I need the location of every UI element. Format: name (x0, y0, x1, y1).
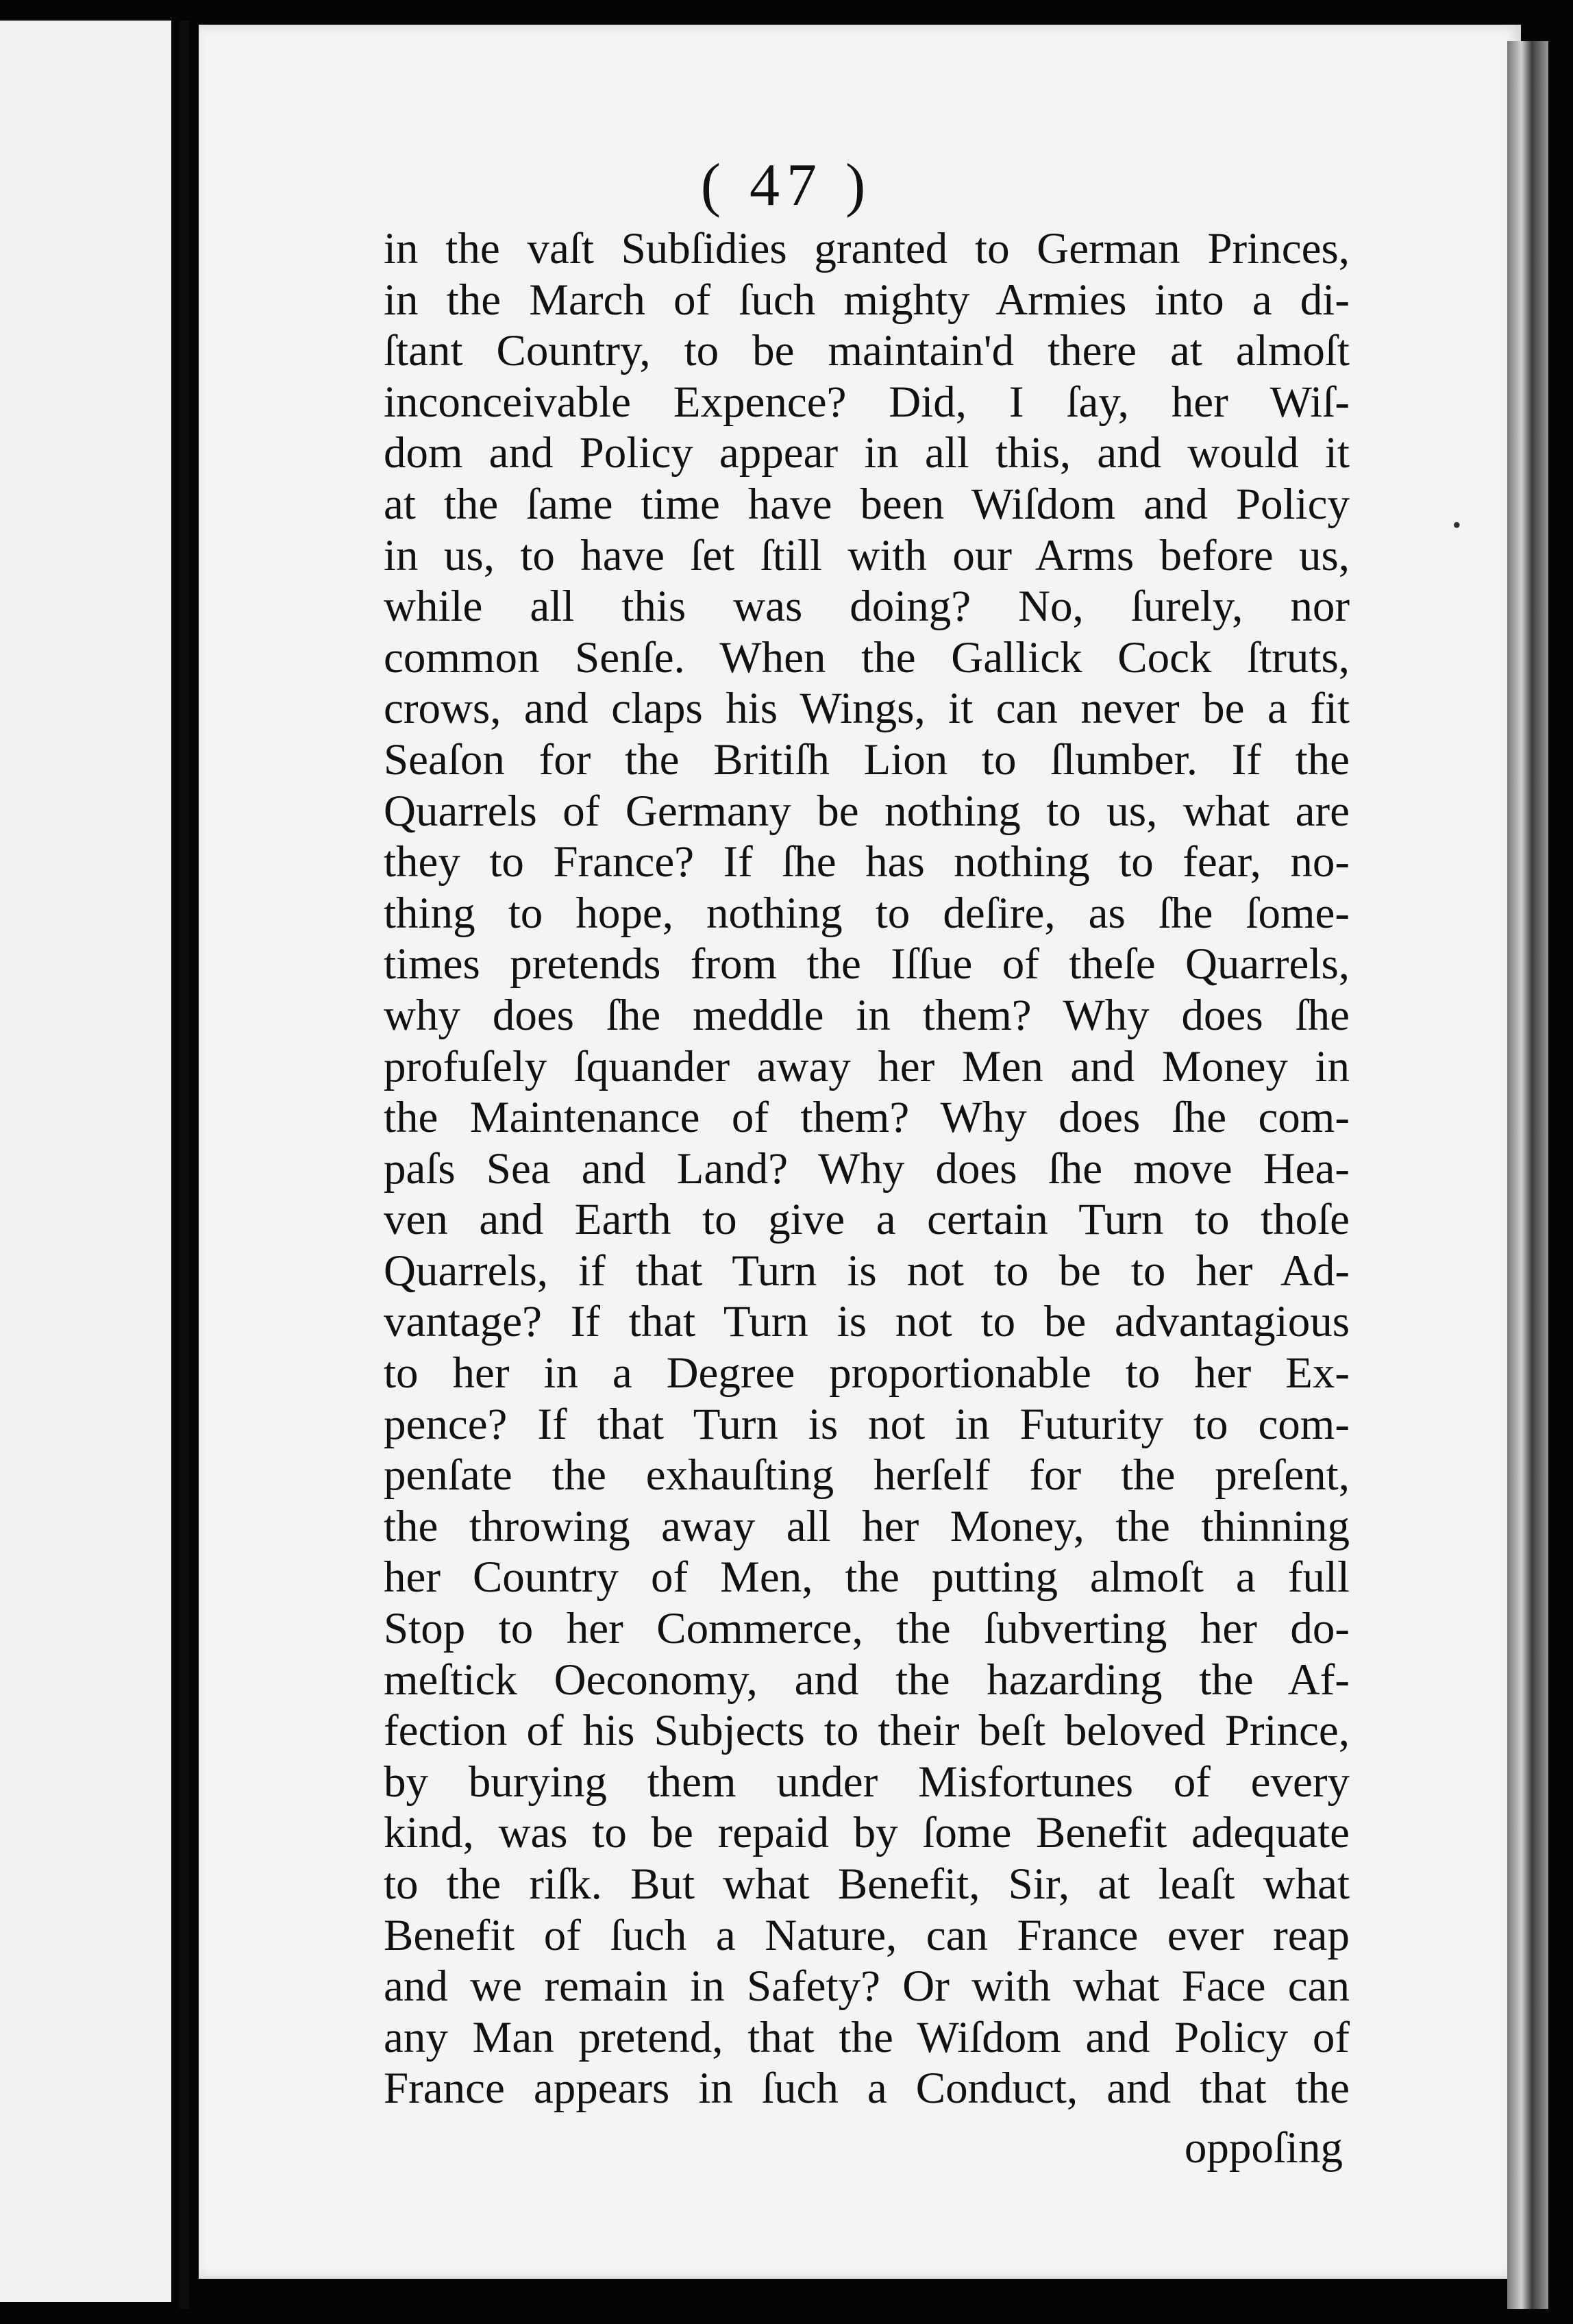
text-line: the Maintenance of them? Why does ſhe com- (384, 1093, 1350, 1143)
text-line: any Man pretend, that the Wiſdom and Policy of (384, 2012, 1350, 2062)
text-line: meſtick Oeconomy, and the hazarding the Af- (384, 1655, 1350, 1705)
text-line: thing to hope, nothing to deſire, as ſhe ſome- (384, 888, 1350, 938)
text-line: in the vaſt Subſidies granted to German Princes, (384, 224, 1350, 273)
text-line: Quarrels, if that Turn is not to be to her Ad- (384, 1246, 1350, 1296)
text-line: Quarrels of Germany be nothing to us, what are (384, 786, 1350, 836)
text-line: common Senſe. When the Gallick Cock ſtruts, (384, 632, 1350, 682)
text-line: to the riſk. But what Benefit, Sir, at leaſt what (384, 1859, 1350, 1909)
text-line: while all this was doing? No, ſurely, nor (384, 582, 1350, 632)
book-gutter (179, 21, 189, 2309)
previous-page-margin (0, 21, 171, 2302)
text-line: ſtant Country, to be maintain'd there at almoſt (384, 326, 1350, 376)
text-line: France appears in ſuch a Conduct, and that the (384, 2064, 1350, 2114)
text-line: crows, and claps his Wings, it can never be a fit (384, 684, 1350, 734)
body-text (384, 223, 1350, 2114)
text-line: in us, to have ſet ſtill with our Arms before us, (384, 530, 1350, 580)
text-line: in the March of ſuch mighty Armies into a di- (384, 275, 1350, 325)
text-line: to her in a Degree proportionable to her Ex- (384, 1348, 1350, 1398)
text-line: kind, was to be repaid by ſome Benefit adequate (384, 1808, 1350, 1858)
catchword: oppoſing (1184, 2123, 1343, 2173)
text-line: times pretends from the Iſſue of theſe Quarrels, (384, 939, 1350, 989)
text-line: Stop to her Commerce, the ſubverting her do- (384, 1604, 1350, 1654)
text-line: fection of his Subjects to their beſt beloved Prince, (384, 1706, 1350, 1756)
text-line: at the ſame time have been Wiſdom and Policy (384, 479, 1350, 529)
text-line: why does ſhe meddle in them? Why does ſhe (384, 990, 1350, 1040)
text-line: paſs Sea and Land? Why does ſhe move Hea- (384, 1144, 1350, 1194)
ink-speck: • (1452, 511, 1461, 539)
text-line: the throwing away all her Money, the thinning (384, 1501, 1350, 1551)
text-line: inconceivable Expence? Did, I ſay, her Wiſ- (384, 377, 1350, 427)
text-line: vantage? If that Turn is not to be advantagious (384, 1297, 1350, 1347)
page-edge (1507, 41, 1548, 2309)
text-line: and we remain in Safety? Or with what Face can (384, 1962, 1350, 2012)
text-line: her Country of Men, the putting almoſt a full (384, 1553, 1350, 1603)
text-line: dom and Policy appear in all this, and would it (384, 428, 1350, 478)
text-line: profuſely ſquander away her Men and Money in (384, 1041, 1350, 1091)
text-line: Seaſon for the Britiſh Lion to ſlumber. If the (384, 734, 1350, 784)
text-line: they to France? If ſhe has nothing to fear, no- (384, 837, 1350, 887)
text-line: penſate the exhauſting herſelf for the preſent, (384, 1450, 1350, 1500)
text-line: ven and Earth to give a certain Turn to thoſe (384, 1195, 1350, 1245)
text-line: Benefit of ſuch a Nature, can France ever reap (384, 1910, 1350, 1960)
text-line: by burying them under Misfortunes of every (384, 1757, 1350, 1807)
page-number: ( 47 ) (700, 152, 873, 219)
text-line: pence? If that Turn is not in Futurity to com- (384, 1399, 1350, 1449)
